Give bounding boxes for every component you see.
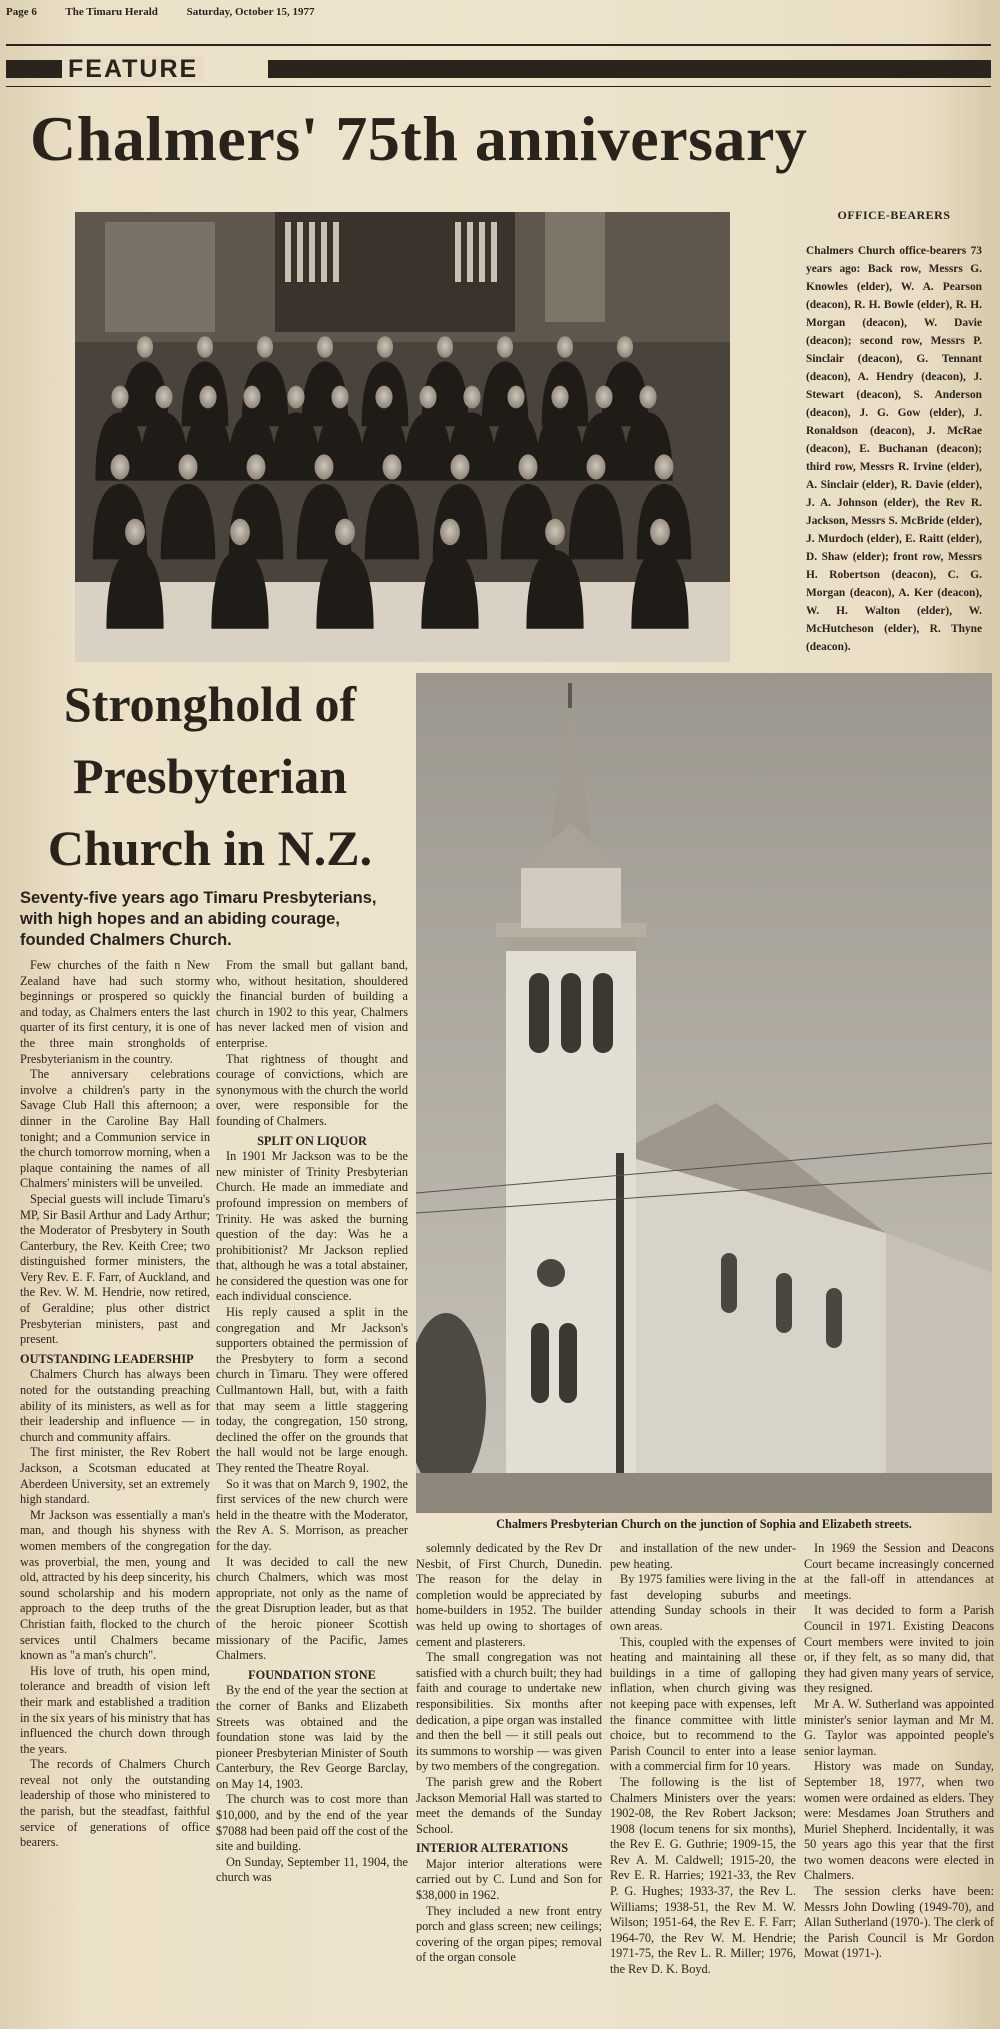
headline-line: Church in N.Z.: [47, 820, 373, 876]
figure-head: [463, 386, 480, 409]
page-number: Page 6: [6, 6, 37, 18]
paragraph: The following is the list of Chalmers Ministers over the years: 1902-08, the Rev Robert Jackson; 1908 (locum tenens for six months), the Rev E. G. Guthrie; 1909-15, the Rev A. M. Caldwell; 1915-20, the Rev E. R. Harries; 1921-33, the Rev P. G. Hughes; 1933-37, the Rev L. Williams; 1938-51, the Rev M. W. Wilson; 1951-64, the Rev E. F. Farr; 1964-70, the Rev W. M. Hendrie; 1971-75, the Rev L. R. Miller; 1976, the Rev D. K. Boyd.: [610, 1774, 796, 1977]
headline-line: Stronghold of: [63, 676, 357, 732]
figure-head: [197, 336, 213, 358]
group-photo: [75, 212, 730, 662]
figure-head: [247, 454, 266, 479]
paragraph: The small congregation was not satisfied with a church built; they had faith and courage to undertake new responsibilities. Six months after dedication, a pipe organ was installed and then the bell — it still peals out its summons to worship — was given by two members of the congregation.: [416, 1650, 602, 1774]
subheading: SPLIT ON LIQUOR: [257, 1133, 367, 1148]
section-bar: [6, 56, 991, 82]
section-rule: [6, 86, 991, 87]
paragraph: From the small but gallant band, who, without hesitation, shouldered the financial burden of building a church in 1902 to this year, Chalmers has never lacked men of vision and enterprise.: [216, 958, 408, 1050]
figure-head: [419, 386, 436, 409]
paragraph: This, coupled with the expenses of heating and maintaining all these buildings in a time of galloping inflation, when church giving was not keeping pace with expenses, left the finance committee with little choice, but to recommend to the Parish Council to enter into a lease with a commercial firm for 10 years.: [610, 1634, 796, 1774]
figure-head: [587, 454, 606, 479]
figure-head: [497, 336, 513, 358]
article-headline: [20, 668, 400, 884]
issue-date: Saturday, October 15, 1977: [186, 6, 315, 18]
figure-head: [507, 386, 524, 409]
paragraph: The session clerks have been: Messrs John Dowling (1949-70), and Allan Sutherland (1970-). The clerk of the Parish Council is Mr Gordon Mowat (1971-).: [804, 1884, 994, 1961]
paragraph: The church was to cost more than $10,000, and by the end of the year $7088 had been paid off the cost of the site and building.: [216, 1792, 408, 1854]
article-column-5: [804, 1541, 994, 1962]
subheading: INTERIOR ALTERATIONS: [416, 1841, 569, 1856]
paragraph: By the end of the year the section at the corner of Banks and Elizabeth Streets was obtained and the foundation stone was laid by the pioneer Presbyterian Minister of South Canterbury, the Rev George Barclay, on May 14, 1903.: [216, 1683, 408, 1791]
article-column-3: [416, 1541, 602, 1966]
figure-head: [287, 386, 304, 409]
figure-head: [331, 386, 348, 409]
article-deck: Seventy-five years ago Timaru Presbyterians, with high hopes and an abiding courage, founded Chalmers Church.: [20, 889, 377, 949]
figure-head: [617, 336, 633, 358]
office-bearers-text: Chalmers Church office-bearers 73 years ago: Back row, Messrs G. Knowles (elder), W. A. Pearson (deacon), R. H. Bowle (elder), R. H. Morgan (deacon), W. Davie (deacon); second row, Messrs P. Sinclair (deacon), G. Tennant (deacon), A. Hendry (deacon), J. Stewart (deacon), S. Anderson (deacon), J. G. Gow (elder), J. Ronaldson (deacon), J. McRae (deacon), E. Buchanan (deacon); third row, Messrs R. Irvine (elder), A. Sinclair (elder), R. Davie (elder), J. A. Johnson (elder), the Rev R. Jackson, Messrs S. McBride (elder), J. Murdoch (elder), E. Raitt (elder), D. Shaw (elder); front row, Messrs H. Robertson (deacon), C. G. Morgan (deacon), A. Ker (deacon), W. H. Walton (elder), W. McHutcheson (elder), R. Thyne (deacon).: [806, 245, 982, 653]
figure-head: [655, 454, 674, 479]
paragraph: History was made on Sunday, September 18, 1977, when two women were ordained as elders. They were: Mesdames Joan Struthers and Muriel Shepherd. Incidentally, it was 50 years ago this year that the first two women deacons were elected in Chalmers.: [804, 1759, 994, 1883]
figure-head: [317, 336, 333, 358]
paragraph: It was decided to call the new church Chalmers, which was most appropriate, not only as the name of the great Disruption leader, but as that of the heroic pioneer Scottish missionary of the Pacific, James Chalmers.: [216, 1554, 408, 1663]
church-photo-image: [416, 673, 992, 1513]
paragraph: In 1969 the Session and Deacons Court became increasingly concerned at the fall-off in attendances at meetings.: [804, 1541, 994, 1602]
paragraph: Major interior alterations were carried out by C. Lund and Son for $38,000 in 1962.: [416, 1856, 602, 1903]
paragraph: Few churches of the faith n New Zealand have had such stormy beginnings or prospered so quickly and today, as Chalmers enters the last quarter of its first century, it is one of the three main strongholds of Presbyterianism in the country.: [20, 958, 210, 1066]
paragraph: Mr Jackson was essentially a man's man, and though his shyness with women members of the congregation was proverbial, the men, young and old, attracted by his deep sincerity, his sound scholarship and his modern approach to the deep truths of the Christian faith, flocked to the church services until Chalmers became known as "a man's church".: [20, 1507, 210, 1663]
paragraph: The anniversary celebrations involve a children's party in the Savage Club Hall this afternoon; a dinner in the Caroline Bay Hall tonight; and a Communion service in the church tomorrow morning, when a plaque containing the names of all Chalmers' ministers will be unveiled.: [20, 1067, 210, 1191]
figure-head: [519, 454, 538, 479]
main-headline: Chalmers' 75th anniversary: [30, 103, 808, 174]
figure-head: [315, 454, 334, 479]
figure-head: [111, 454, 130, 479]
figure-head: [437, 336, 453, 358]
figure-head: [557, 336, 573, 358]
paragraph: So it was that on March 9, 1902, the first services of the new church were held in the theatre with the Moderator, the Rev A. S. Morrison, as preacher for the day.: [216, 1476, 408, 1553]
masthead-rule: [6, 44, 991, 46]
figure-head: [230, 519, 250, 545]
paragraph: solemnly dedicated by the Rev Dr Nesbit, of First Church, Dunedin. The reason for the delay in completion would be appreciated by home-builders in 1952. The builder was held up owing to shortages of cement and plasterers.: [416, 1541, 602, 1649]
paragraph: That rightness of thought and courage of convictions, which are synonymous with the church the world over, were responsible for the founding of Chalmers.: [216, 1051, 408, 1128]
paragraph: On Sunday, September 11, 1904, the church was: [216, 1854, 408, 1885]
paragraph: It was decided to form a Parish Council in 1971. Existing Deacons Court members were invited to join or, if they felt, as so many did, that they had given many years of service, they resigned.: [804, 1603, 994, 1696]
article-column-4: [610, 1541, 796, 1978]
figure-head: [650, 519, 670, 545]
paragraph: The records of Chalmers Church reveal not only the outstanding leadership of those who ministered to the parish, but the steadfast, faithful service of generations of office bearers.: [20, 1757, 210, 1850]
paragraph: Mr A. W. Sutherland was appointed minister's senior layman and Mr M. G. Taylor was appointed people's senior layman.: [804, 1696, 994, 1758]
office-bearers-title: OFFICE-BEARERS: [837, 208, 951, 222]
figure-head: [111, 386, 128, 409]
paragraph: Chalmers Church has always been noted for the outstanding preaching ability of its ministers, as well as for their leadership and influence — in church and community affairs.: [20, 1367, 210, 1444]
figure-head: [137, 336, 153, 358]
church-photo-caption: Chalmers Presbyterian Church on the junction of Sophia and Elizabeth streets.: [496, 1517, 912, 1531]
paragraph: and installation of the new under-pew heating.: [610, 1541, 796, 1571]
paragraph: His love of truth, his open mind, tolerance and breadth of vision left their mark and established a tradition in the six years of his ministry that has influenced the church down through the years.: [20, 1663, 210, 1756]
section-bar-left: [6, 60, 66, 78]
paragraph: By 1975 families were living in the fast developing suburbs and attending Sunday schools in their own areas.: [610, 1572, 796, 1633]
paragraph: His reply caused a split in the congregation and Mr Jackson's supporters obtained the permission of the Presbytery to form a second church in Timaru. They were offered Cullmantown Hall, but, with a faith that may seem a little staggering today, the congregation, 150 strong, declined the offer on the grounds that the hall would not be large enough. They rented the Theatre Royal.: [216, 1305, 408, 1475]
paragraph: They included a new front entry porch and glass screen; new ceilings; covering of the organ pipes; removal of the organ console: [416, 1903, 602, 1965]
figure-head: [551, 386, 568, 409]
figure-head: [155, 386, 172, 409]
figure-head: [451, 454, 470, 479]
paragraph: The first minister, the Rev Robert Jackson, a Scotsman educated at Aberdeen University, set an extremely high standard.: [20, 1445, 210, 1507]
masthead: [6, 6, 341, 18]
figure-head: [377, 336, 393, 358]
figure-head: [595, 386, 612, 409]
figure-head: [375, 386, 392, 409]
office-bearers-box: [806, 206, 982, 656]
figure-head: [179, 454, 198, 479]
figure-head: [440, 519, 460, 545]
figure-head: [545, 519, 565, 545]
paragraph: In 1901 Mr Jackson was to be the new minister of Trinity Presbyterian Church. He made an immediate and profound impression on members of Trinity. He was asked the burning question of the day: Was he a prohibitionist? Mr Jackson replied that, although he was a total abstainer, he considered the question was one for each individual conscience.: [216, 1149, 408, 1304]
figure-head: [383, 454, 402, 479]
figure-head: [639, 386, 656, 409]
article-column-2: [216, 958, 408, 1886]
figure-head: [335, 519, 355, 545]
paper-name: The Timaru Herald: [65, 6, 158, 18]
section-label: FEATURE: [62, 56, 204, 82]
figure-head: [257, 336, 273, 358]
figure-head: [243, 386, 260, 409]
paragraph: Special guests will include Timaru's MP, Sir Basil Arthur and Lady Arthur; the Moderator of Presbytery in South Canterbury, the Rev. Keith Cree; two distinguished former ministers, the Very Rev. E. F. Farr, of Auckland, and the Rev. W. M. Hendrie, now retired, of Geraldine; plus other district Presbyterian ministers, past and present.: [20, 1191, 210, 1347]
article-column-1: [20, 958, 210, 1851]
subheading: OUTSTANDING LEADERSHIP: [20, 1351, 194, 1366]
section-bar-right: [268, 60, 991, 78]
church-photo: [416, 673, 992, 1513]
group-photo-image: [75, 212, 730, 662]
headline-line: Presbyterian: [72, 748, 348, 804]
subheading: FOUNDATION STONE: [248, 1667, 376, 1682]
figure-head: [199, 386, 216, 409]
figure-head: [125, 519, 145, 545]
paragraph: The parish grew and the Robert Jackson Memorial Hall was started to meet the demands of the Sunday School.: [416, 1774, 602, 1836]
